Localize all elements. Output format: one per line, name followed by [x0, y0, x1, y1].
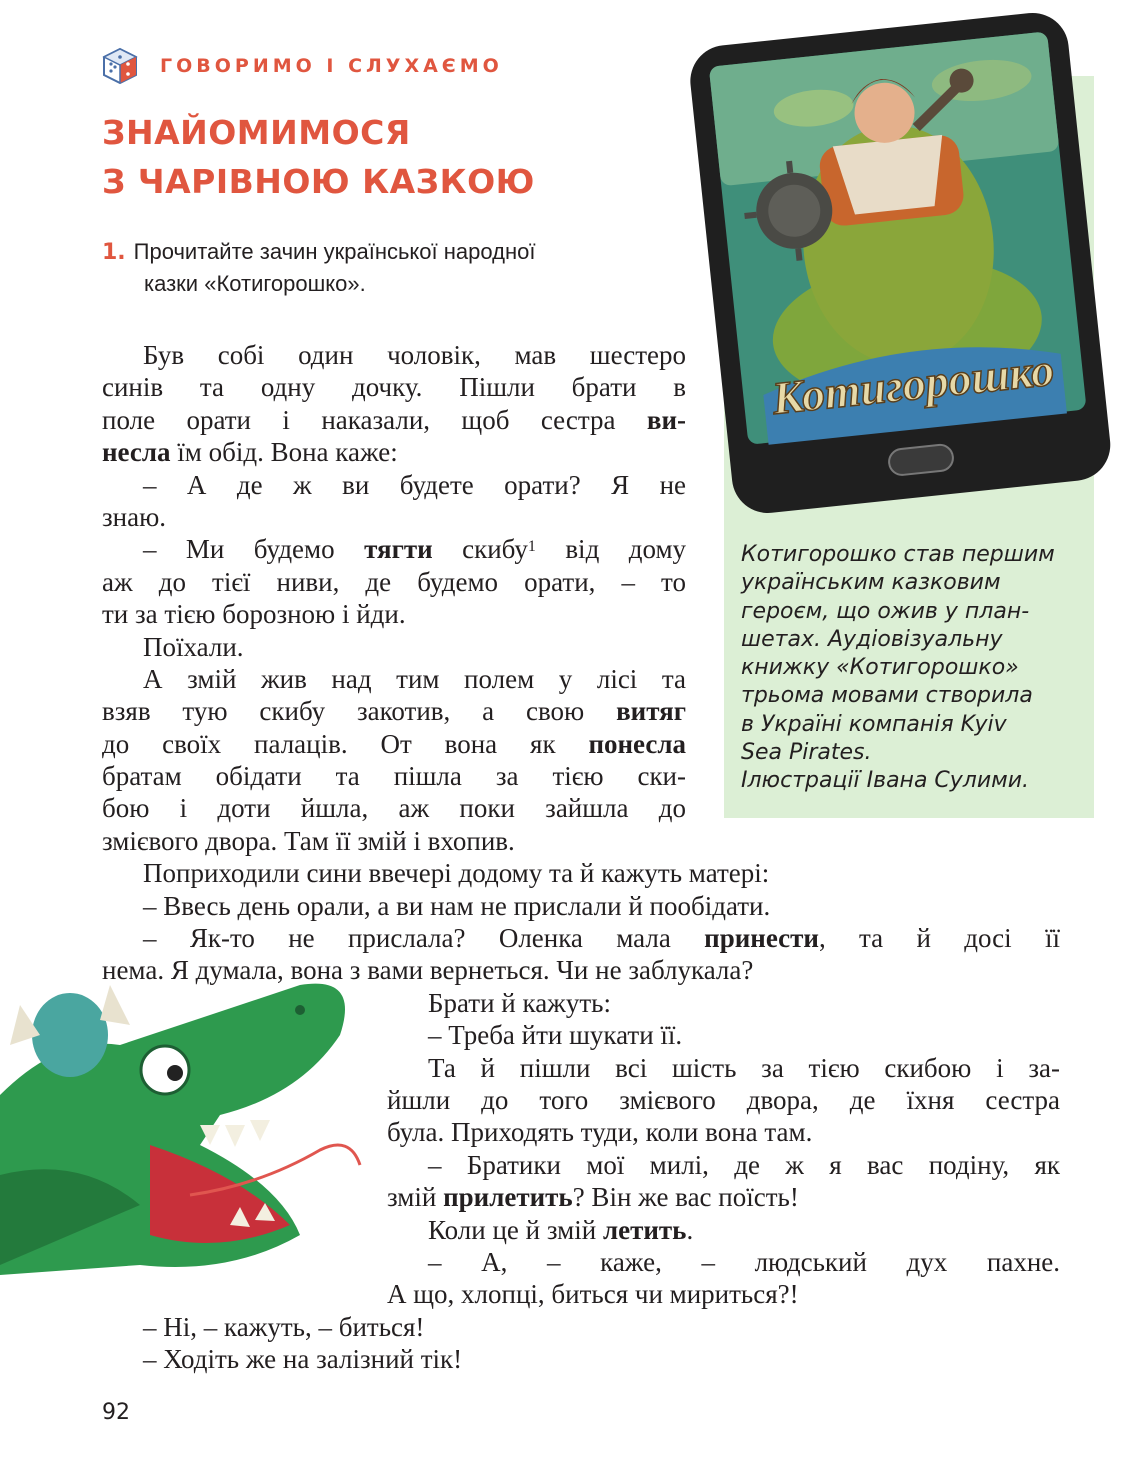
story-line: нема. Я думала, вона з вами вернеться. Чи не заблукала?: [102, 955, 754, 986]
story-line: Та й пішли всі шість за тією скибою і за-: [428, 1052, 1060, 1083]
caption-line: героєм, що ожив у план-: [741, 598, 1030, 624]
story-line: – Ввесь день орали, а ви нам не прислали й пообідати.: [143, 890, 771, 921]
cover-title: Котигорошко: [769, 343, 1057, 424]
story-line: Був собі один чоловік, мав шестеро: [143, 340, 686, 370]
story-text: [102, 339, 1060, 1376]
story-line: поле орати і наказали, щоб сестра ви-: [102, 404, 686, 435]
dice-cube-icon: [102, 47, 138, 85]
story-line: – Як-то не прислала? Оленка мала принести, та й досі її: [143, 923, 1060, 954]
section-header: [102, 46, 503, 86]
caption-line: Ілюстрації Івана Сулими.: [741, 768, 1030, 794]
story-line: Брати й кажуть:: [428, 987, 611, 1018]
story-line: братам обідати та пішла за тією ски-: [102, 761, 686, 792]
story-line: Поїхали.: [143, 631, 244, 662]
caption-line: Sea Pirates.: [741, 740, 872, 766]
page-number: 92: [102, 1400, 130, 1425]
story-line: – Треба йти шукати її.: [428, 1020, 683, 1051]
task-number: 1.: [102, 240, 126, 265]
story-line: А що, хлопці, биться чи мириться?!: [387, 1279, 799, 1310]
caption-line: шетах. Аудіовізуальну: [741, 626, 1003, 652]
story-line: несла їм обід. Вона каже:: [102, 437, 398, 468]
story-line: Поприходили сини ввечері додому та й кажуть матері:: [143, 858, 770, 889]
story-line: А змій жив над тим полем у лісі та: [143, 663, 686, 694]
page-title: [102, 108, 535, 206]
story-line: йшли до того змієвого двора, де їхня сестра: [387, 1084, 1060, 1115]
story-line: взяв тую скибу закотив, а свою витяг: [102, 696, 686, 727]
task-instruction: [102, 236, 535, 299]
story-line: знаю.: [102, 501, 167, 532]
story-line: – А де ж ви будете орати? Я не: [143, 469, 686, 500]
story-line: бою і доти йшла, аж поки зайшла до: [102, 793, 686, 824]
page-title-line-1: ЗНАЙОМИМОСЯ: [102, 113, 411, 152]
story-line: – А, – каже, – людський дух пахне.: [428, 1246, 1060, 1277]
caption-line: українським казковим: [741, 570, 1001, 596]
story-line: – Ні, – кажуть, – биться!: [143, 1311, 425, 1342]
story-line: змій прилетить? Він же вас поїсть!: [387, 1182, 799, 1213]
section-label: ГОВОРИМО І СЛУХАЄМО: [160, 55, 503, 77]
caption-line: в Україні компанія Kyiv: [741, 711, 1007, 737]
story-line: – Ходіть же на залізний тік!: [143, 1344, 463, 1375]
story-line: до своїх палаців. От вона як понесла: [102, 728, 686, 759]
story-line: була. Приходять туди, коли вона там.: [387, 1117, 813, 1148]
caption-line: трьома мовами створила: [741, 683, 1033, 709]
story-line: змієвого двора. Там її змій і вхопив.: [102, 825, 515, 856]
story-line: аж до тієї ниви, де будемо орати, – то: [102, 566, 686, 597]
task-line-1: Прочитайте зачин української народної: [133, 239, 536, 264]
story-line: – Братики мої милі, де ж я вас подіну, як: [428, 1149, 1060, 1180]
caption-line: книжку «Котигорошко»: [741, 655, 1019, 681]
task-line-2: казки «Котигорошко».: [144, 271, 366, 296]
story-line: ти за тією борозною і йди.: [102, 599, 406, 630]
caption-line: Котигорошко став першим: [741, 542, 1055, 567]
story-line: синів та одну дочку. Пішли брати в: [102, 372, 686, 403]
page-title-line-2: З ЧАРІВНОЮ КАЗКОЮ: [102, 162, 535, 201]
story-line: – Ми будемо тягти скибу$^1$ від дому: [143, 534, 687, 565]
story-line: Коли це й змій летить.: [428, 1214, 694, 1245]
